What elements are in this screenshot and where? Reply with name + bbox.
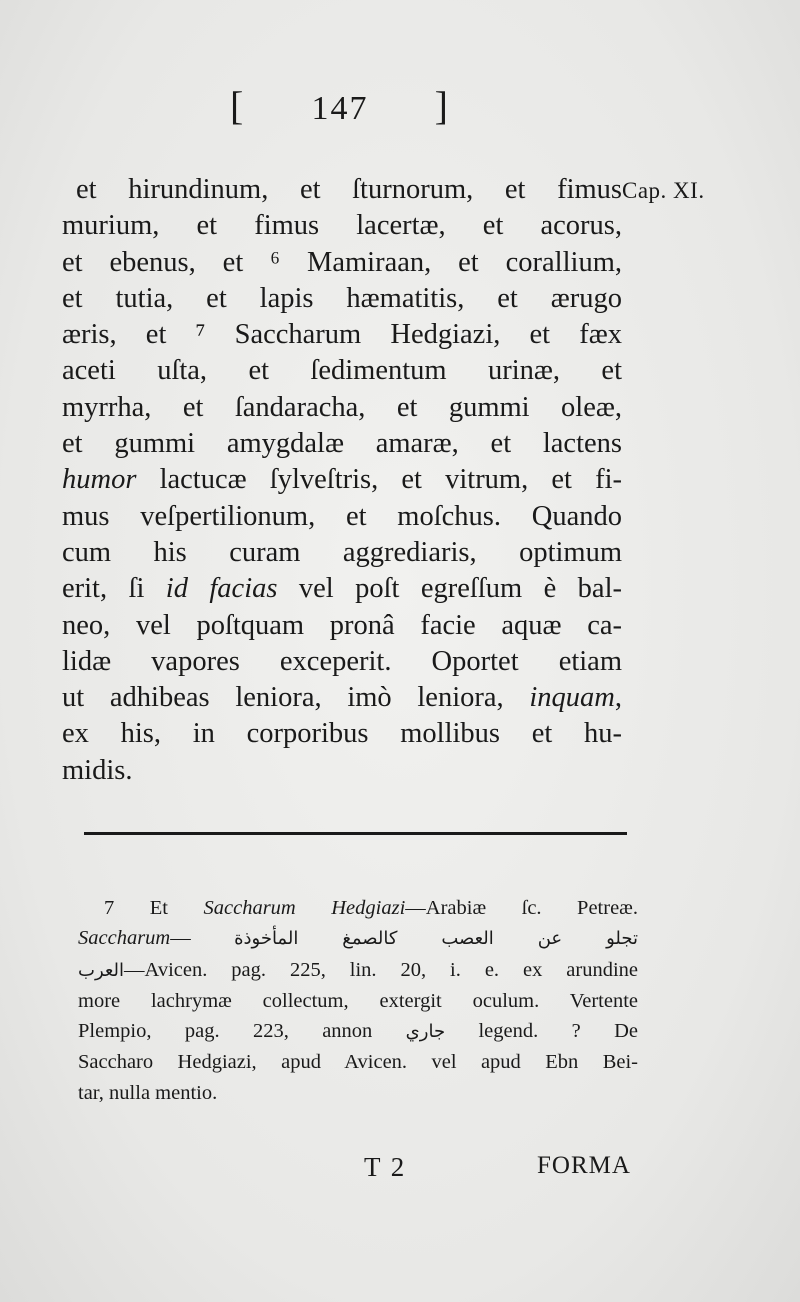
footnote-line: tar, nulla mentio. — [78, 1081, 218, 1104]
text-line: lidæ vapores exceperit. Oportet etiam — [62, 645, 622, 677]
text-line: ut adhibeas leniora, imò leniora, inquam, — [62, 682, 622, 714]
arabic-text: تجلو عن العصب كالصمغ المأخوذة — [234, 928, 638, 950]
arabic-text: جاري — [405, 1021, 446, 1043]
footnote-line: Saccharo Hedgiazi, apud Avicen. vel apud Ebn Bei- — [78, 1051, 638, 1074]
footnote — [78, 893, 638, 1108]
open-bracket: [ — [230, 83, 246, 128]
main-text — [62, 172, 622, 789]
catchword: FORMA — [537, 1152, 631, 1179]
text-line: et hirundinum, et ſturnorum, et fimus — [76, 174, 622, 205]
text-line: midis. — [62, 754, 133, 786]
chapter-margin-note: Cap. XI. — [622, 178, 705, 203]
footnote-line: more lachrymæ collectum, extergit oculum. Vertente — [78, 989, 638, 1012]
page-number: 147 — [311, 90, 369, 127]
text-line: myrrha, et ſandaracha, et gummi oleæ, — [62, 391, 622, 423]
text-line: murium, et fimus lacertæ, et acorus, — [62, 210, 622, 242]
text-line: humor lactucæ ſylveſtris, et vitrum, et fi- — [62, 464, 622, 496]
text-line: et ebenus, et ⁶ Mamiraan, et corallium, — [62, 246, 622, 278]
text-line: erit, ſi id facias vel poſt egreſſum è bal- — [62, 573, 622, 605]
footnote-line: Plempio, pag. 223, annon جاري legend. ? De — [78, 1020, 638, 1043]
page-header — [230, 82, 450, 129]
footnote-line: Saccharum— تجلو عن العصب كالصمغ المأخوذة — [78, 927, 638, 950]
text-line: ex his, in corporibus mollibus et hu- — [62, 718, 622, 750]
page-footer — [0, 1152, 800, 1192]
footnote-line: 7 Et Saccharum Hedgiazi—Arabiæ ſc. Petreæ. — [104, 897, 638, 919]
signature-mark: T 2 — [364, 1152, 407, 1182]
footnote-rule — [84, 832, 627, 835]
close-bracket: ] — [434, 83, 450, 128]
text-line: et gummi amygdalæ amaræ, et lactens — [62, 428, 622, 460]
text-line: cum his curam aggrediaris, optimum — [62, 536, 622, 568]
text-line: aceti uſta, et ſedimentum urinæ, et — [62, 355, 622, 387]
text-line: mus veſpertilionum, et moſchus. Quando — [62, 500, 622, 532]
text-line: æris, et ⁷ Saccharum Hedgiazi, et fæx — [62, 319, 622, 351]
text-line: neo, vel poſtquam pronâ facie aquæ ca- — [62, 609, 622, 641]
footnote-line: العرب—Avicen. pag. 225, lin. 20, i. e. ex arundine — [78, 958, 638, 981]
text-line: et tutia, et lapis hæmatitis, et ærugo — [62, 282, 622, 314]
arabic-text: العرب — [78, 959, 125, 981]
